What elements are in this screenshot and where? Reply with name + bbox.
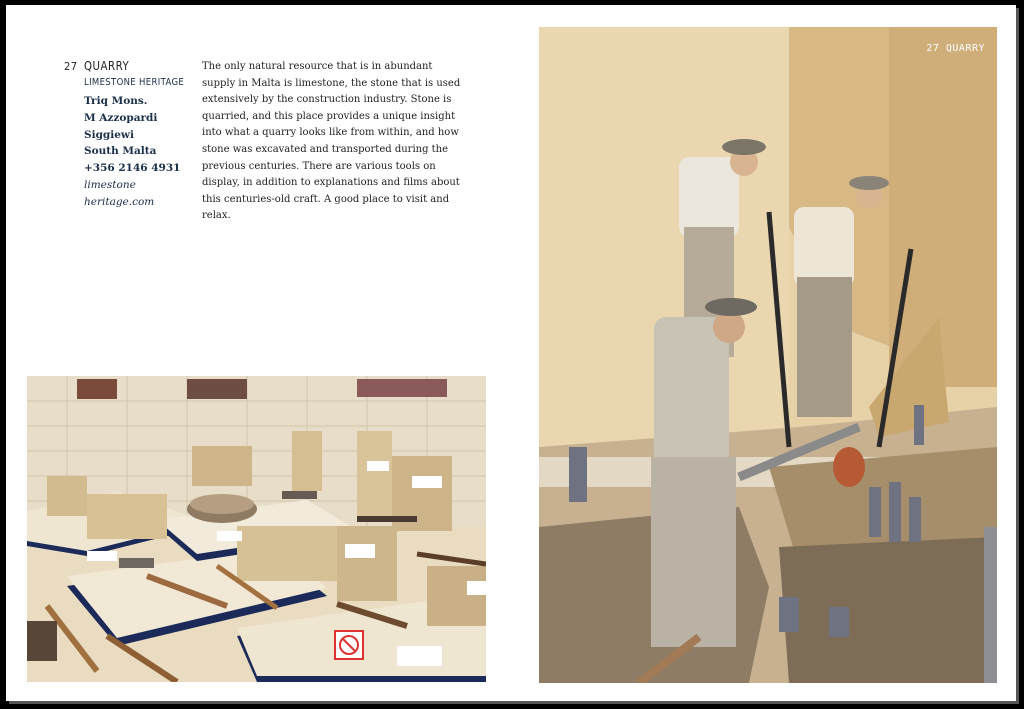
entry-subtitle: LIMESTONE HERITAGE	[84, 77, 185, 88]
entry-number: 27	[64, 60, 78, 73]
quarry-workers-photo	[539, 27, 997, 683]
address-block	[84, 93, 194, 211]
book-spread	[6, 5, 1016, 701]
address-line: M Azzopardi	[84, 111, 158, 124]
photo-caption: 27 QUARRY	[926, 43, 985, 54]
website-link[interactable]: limestone	[84, 178, 136, 191]
tools-display-photo	[27, 376, 486, 682]
website-link[interactable]: heritage.com	[84, 195, 155, 208]
entry-description: The only natural resource that is in abundant supply in Malta is limestone, the stone that is used extensively by the construction industry. Stone is quarried, and this place provides a unique insight into what a quarry looks like from within, and how stone was excavated and transported during the previous centuries. There are various tools on display, in addition to explanations and films about this centuries-old craft. A good place to visit and relax.	[202, 61, 461, 222]
address-line: South Malta	[84, 145, 157, 158]
address-line: Triq Mons.	[84, 95, 148, 107]
address-line: Siggiewi	[84, 128, 134, 141]
phone-number: +356 2146 4931	[84, 162, 181, 175]
entry-title: QUARRY	[84, 59, 130, 73]
